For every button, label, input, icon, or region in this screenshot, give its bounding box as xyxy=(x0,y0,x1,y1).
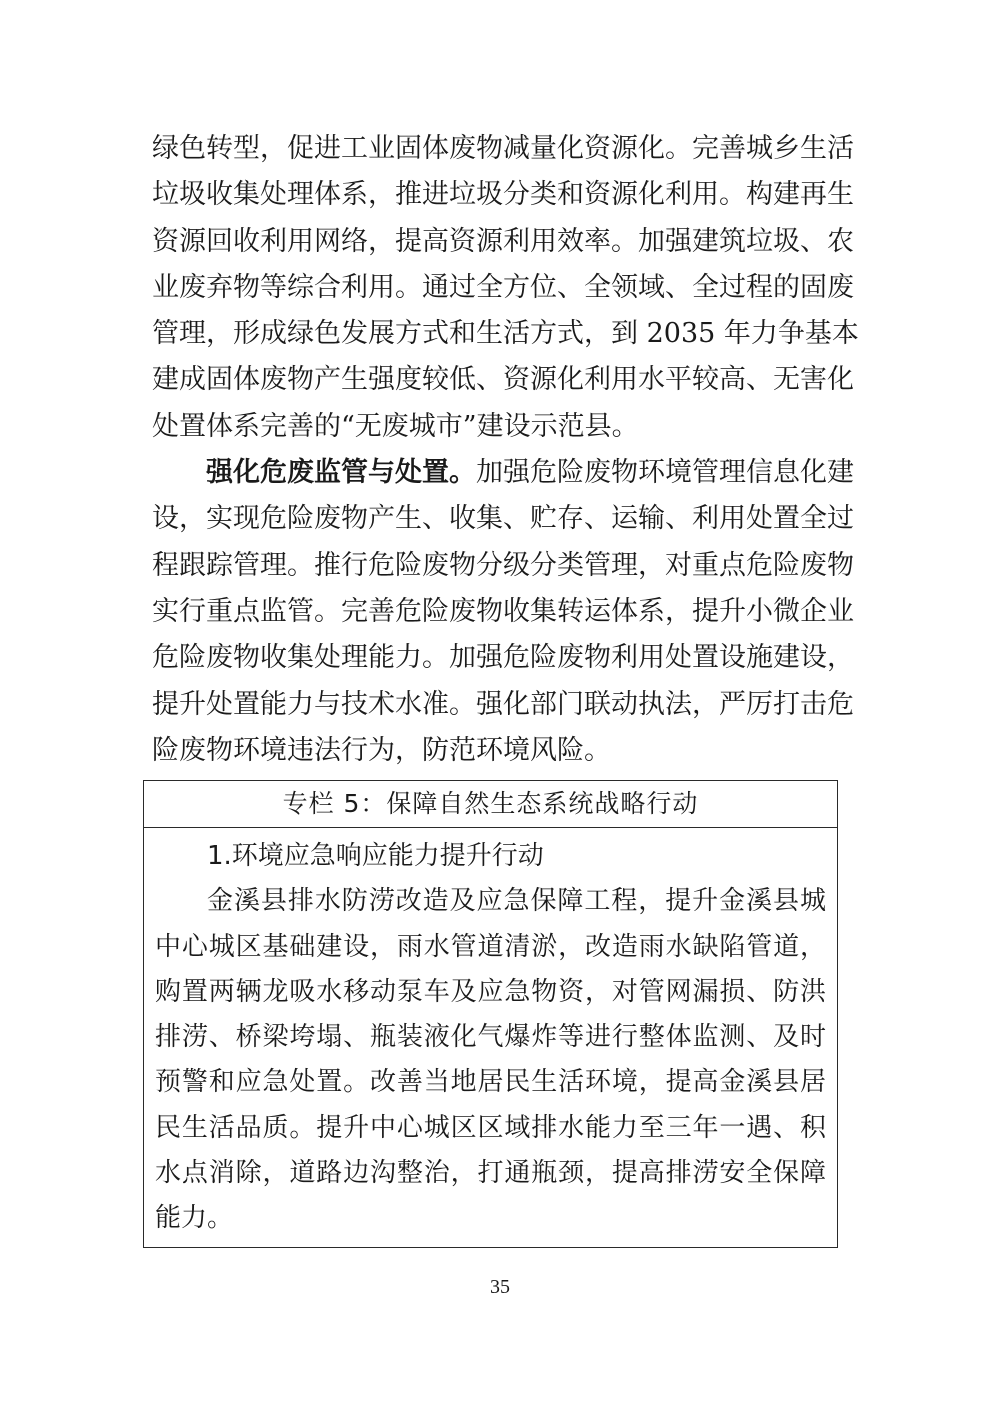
paragraph1-line-1: 绿色转型，促进工业固体废物减量化资源化。完善城乡生活 xyxy=(152,133,854,164)
paragraph1-line-3: 资源回收利用网络，提高资源利用效率。加强建筑垃圾、农 xyxy=(152,225,854,257)
column-box xyxy=(143,780,838,1248)
paragraph2-line-1 xyxy=(152,450,852,496)
column-box-heading: 1.环境应急响应能力提升行动 xyxy=(207,841,544,871)
paragraph2-first-line-rest: 加强危险废物环境管理信息化建 xyxy=(476,457,854,489)
column-box-line-8: 能力。 xyxy=(155,1203,234,1234)
column-box-title: 专栏 5：保障自然生态系统战略行动 xyxy=(144,781,837,828)
column-box-line-5: 预警和应急处置。改善当地居民生活环境，提高金溪县居 xyxy=(155,1067,826,1098)
column-box-line-3: 购置两辆龙吸水移动泵车及应急物资，对管网漏损、防洪 xyxy=(155,976,826,1007)
paragraph1-line-6: 建成固体废物产生强度较低、资源化利用水平较高、无害化 xyxy=(152,364,854,396)
paragraph1-line-5: 管理，形成绿色发展方式和生活方式，到 2035 年力争基本 xyxy=(152,318,859,350)
column-box-body xyxy=(144,828,837,1242)
paragraph2-line-4: 实行重点监管。完善危险废物收集转运体系，提升小微企业 xyxy=(152,595,854,627)
column-box-line-1: 金溪县排水防涝改造及应急保障工程，提升金溪县城 xyxy=(207,886,826,917)
paragraph2-line-2: 设，实现危险废物产生、收集、贮存、运输、利用处置全过 xyxy=(152,503,854,535)
paragraph2-line-7: 险废物环境违法行为，防范环境风险。 xyxy=(152,734,611,766)
column-box-line-7: 水点消除，道路边沟整治，打通瓶颈，提高排涝安全保障 xyxy=(155,1158,826,1189)
paragraph2-lead: 强化危废监管与处置。 xyxy=(206,457,476,489)
paragraph1-line-2: 垃圾收集处理体系，推进垃圾分类和资源化利用。构建再生 xyxy=(152,179,854,211)
page-number: 35 xyxy=(490,1276,510,1298)
paragraph2-line-6: 提升处置能力与技术水准。强化部门联动执法，严厉打击危 xyxy=(152,688,854,720)
paragraph1-line-7: 处置体系完善的“无废城市”建设示范县。 xyxy=(152,410,639,442)
paragraph1-line-4: 业废弃物等综合利用。通过全方位、全领域、全过程的固废 xyxy=(152,271,854,303)
paragraph2-line-3: 程跟踪管理。推行危险废物分级分类管理，对重点危险废物 xyxy=(152,549,854,581)
column-box-line-6: 民生活品质。提升中心城区区域排水能力至三年一遇、积 xyxy=(155,1112,826,1143)
paragraph2-line-5: 危险废物收集处理能力。加强危险废物利用处置设施建设， xyxy=(152,642,854,674)
body-text xyxy=(152,126,859,774)
column-box-line-4: 排涝、桥梁垮塌、瓶装液化气爆炸等进行整体监测、及时 xyxy=(155,1022,826,1053)
column-box-line-2: 中心城区基础建设，雨水管道清淤，改造雨水缺陷管道， xyxy=(155,931,826,962)
